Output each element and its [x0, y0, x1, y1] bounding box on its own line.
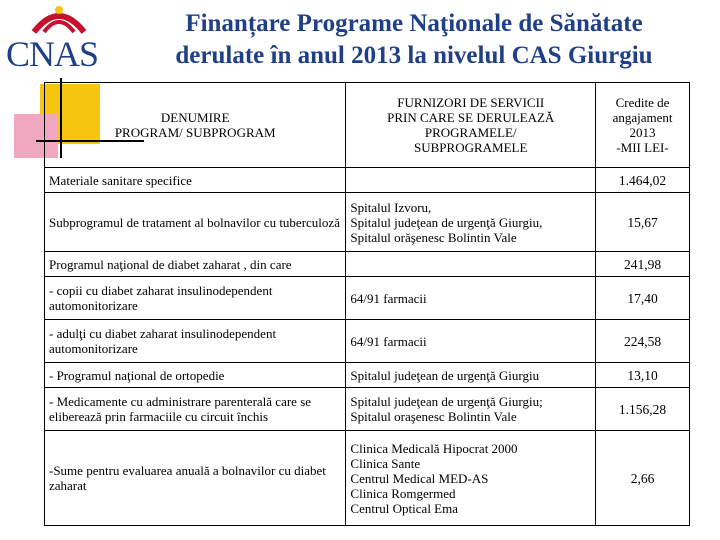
program-name: Subprogramul de tratament al bolnavilor cu tuberculoză	[45, 193, 346, 252]
program-name: - Programul naţional de ortopedie	[45, 363, 346, 388]
table-row	[45, 363, 690, 388]
header-text: DENUMIRE	[160, 110, 230, 125]
table-row	[45, 168, 690, 193]
header-text: SUBPROGRAMELE	[414, 140, 528, 155]
providers-cell	[346, 277, 596, 320]
header-credits	[596, 83, 690, 168]
header-text: -MII LEI-	[616, 140, 669, 155]
provider: Clinica Medicală Hipocrat 2000	[350, 440, 518, 456]
program-name: - copii cu diabet zaharat insulinodependent automonitorizare	[45, 277, 346, 320]
title-line-2: derulate în anul 2013 la nivelul CAS Giurgiu	[175, 42, 653, 69]
provider: 64/91 farmacii	[350, 333, 427, 349]
provider: Spitalul oraşenesc Bolintin Vale	[350, 409, 517, 424]
program-name: Programul naţional de diabet zaharat , din care	[45, 252, 346, 277]
provider: Spitalul judeţean de urgenţă Giurgiu,	[350, 214, 543, 230]
logo-text: CNAS	[6, 34, 99, 74]
table-row	[45, 252, 690, 277]
provider: Spitalul judeţean de urgenţă Giurgiu	[350, 367, 540, 383]
programs-table	[44, 82, 690, 526]
amount-cell: 1.464,02	[596, 168, 690, 193]
providers-cell	[346, 193, 596, 252]
table-row	[45, 431, 690, 526]
table-row	[45, 388, 690, 431]
logo-arc-inner	[44, 22, 74, 32]
table-row	[45, 193, 690, 252]
table-header-row	[45, 83, 690, 168]
providers-cell	[346, 431, 596, 526]
providers-cell	[346, 320, 596, 363]
program-name: - adulţi cu diabet zaharat insulinodependent automonitorizare	[45, 320, 346, 363]
logo-dot	[55, 6, 63, 14]
amount-cell: 13,10	[596, 363, 690, 388]
amount-cell: 224,58	[596, 320, 690, 363]
header-text: PROGRAMELE/	[424, 125, 517, 140]
header-text: PROGRAM/ SUBPROGRAM	[114, 125, 276, 140]
program-name: - Medicamente cu administrare parenterală care se eliberează prin farmaciile cu circuit închis	[45, 388, 346, 431]
amount-cell: 241,98	[596, 252, 690, 277]
title-line-1: Finanțare Programe Naţionale de Sănătate	[185, 10, 643, 37]
amount-cell: 1.156,28	[596, 388, 690, 431]
amount-cell: 17,40	[596, 277, 690, 320]
providers-cell	[346, 363, 596, 388]
page-title	[110, 8, 718, 72]
provider: Centrul Medical MED-AS	[350, 470, 489, 486]
header-text: angajament	[612, 110, 673, 125]
provider: Spitalul Izvoru,	[350, 199, 432, 215]
amount-cell: 2,66	[596, 431, 690, 526]
providers-cell	[346, 252, 596, 277]
provider: Clinica Sante	[350, 455, 421, 471]
provider: Clinica Romgermed	[350, 485, 456, 501]
header-text: FURNIZORI DE SERVICII	[397, 95, 545, 110]
header-text: Credite de	[615, 95, 670, 110]
table-row	[45, 320, 690, 363]
header-text: PRIN CARE SE DERULEAZĂ	[387, 110, 555, 125]
header-text: 2013	[629, 125, 656, 140]
provider: Spitalul judeţean de urgenţă Giurgiu;	[350, 394, 543, 409]
header-program-name	[45, 83, 346, 168]
program-name: Materiale sanitare specifice	[45, 168, 346, 193]
provider: 64/91 farmacii	[350, 290, 427, 306]
program-name: -Sume pentru evaluarea anuală a bolnavilor cu diabet zaharat	[45, 431, 346, 526]
provider: Spitalul orăşenesc Bolintin Vale	[350, 229, 517, 245]
amount-cell: 15,67	[596, 193, 690, 252]
table-row	[45, 277, 690, 320]
provider: Centrul Optical Ema	[350, 500, 459, 516]
header-providers	[346, 83, 596, 168]
providers-cell	[346, 168, 596, 193]
providers-cell	[346, 388, 596, 431]
